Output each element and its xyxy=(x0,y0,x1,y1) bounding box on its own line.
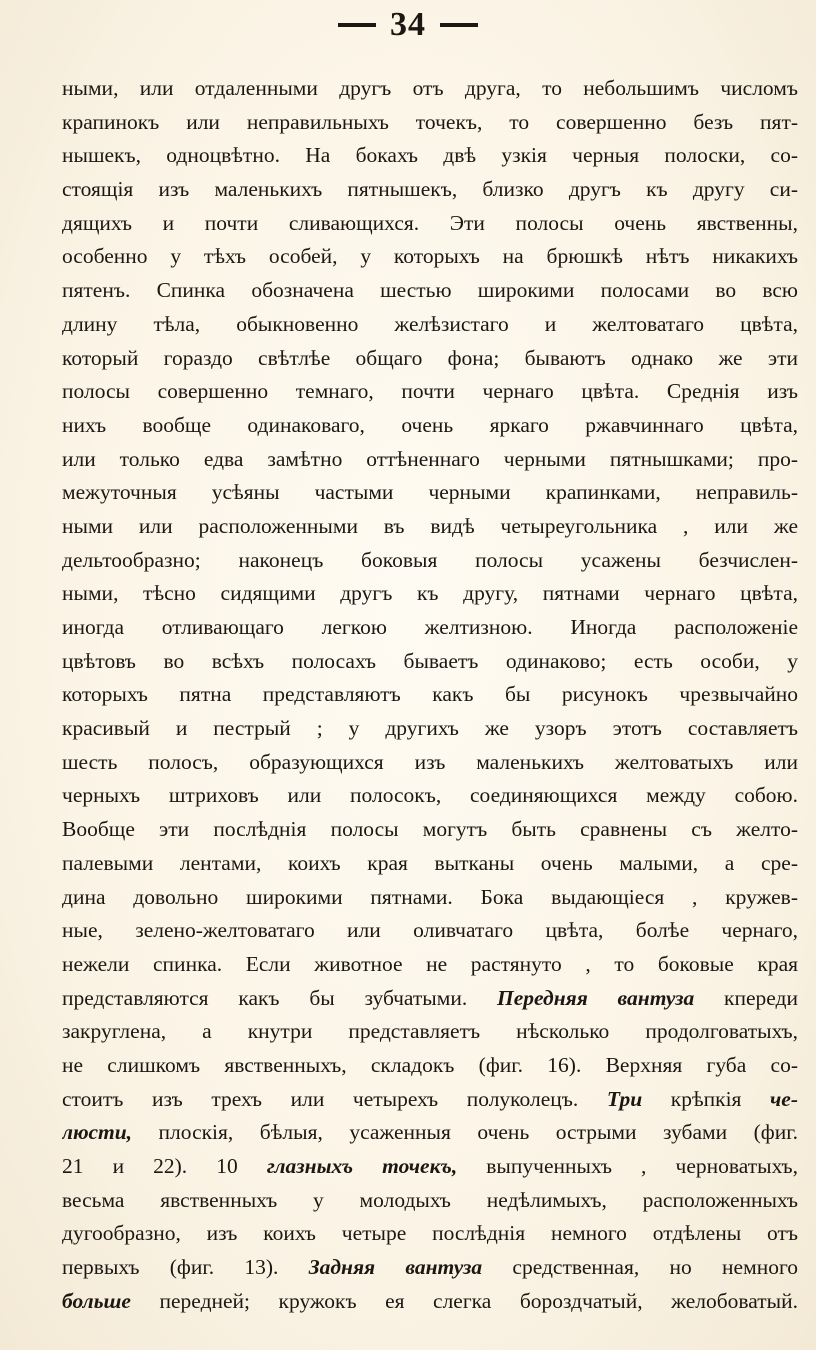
text-line xyxy=(62,375,798,409)
text-segment: крапинокъ или неправильныхъ точекъ, то совершенно безъ пят- xyxy=(62,109,798,134)
italic-term: Передняя вантуза xyxy=(497,985,695,1010)
text-line xyxy=(62,779,798,813)
text-line xyxy=(62,72,798,106)
text-line xyxy=(62,847,798,881)
text-line xyxy=(62,678,798,712)
text-segment: ными или расположенными въ видѣ четыреугольника , или же xyxy=(62,513,798,538)
text-segment: ные, зелено-желтоватаго или оливчатаго цвѣта, болѣе чернаго, xyxy=(62,918,798,943)
text-segment: который гораздо свѣтлѣе общаго фона; бываютъ однако же эти xyxy=(62,345,798,370)
text-segment: дельтообразно; наконецъ боковыя полосы усажены безчислен- xyxy=(62,547,798,572)
text-segment: средственная, но немного xyxy=(482,1255,798,1280)
text-line xyxy=(62,207,798,241)
text-segment: палевыми лентами, коихъ края вытканы очень малыми, а сре- xyxy=(62,850,798,875)
text-segment: плоскія, бѣлыя, усаженныя очень острыми зубами (фиг. xyxy=(132,1120,798,1145)
text-segment: ными, тѣсно сидящими другъ къ другу, пятнами чернаго цвѣта, xyxy=(62,581,798,606)
text-segment: дящихъ и почти сливающихся. Эти полосы очень явственны, xyxy=(62,210,798,235)
text-segment: нежели спинка. Если животное не растянуто , то боковые края xyxy=(62,951,798,976)
text-line xyxy=(62,948,798,982)
text-segment: Вообще эти послѣднія полосы могутъ быть сравнены съ желто- xyxy=(62,817,798,842)
text-line xyxy=(62,173,798,207)
italic-term: глазныхъ точекъ, xyxy=(266,1154,458,1178)
italic-term: больше xyxy=(62,1288,131,1313)
text-line xyxy=(62,577,798,611)
text-segment: межуточныя усѣяны частыми черными крапинками, неправиль- xyxy=(62,480,798,505)
text-line xyxy=(62,645,798,679)
page-number-header xyxy=(0,8,816,42)
text-segment: нышекъ, одноцвѣтно. На бокахъ двѣ узкія черныя полоски, со- xyxy=(62,143,798,168)
text-line xyxy=(62,409,798,443)
text-segment: весьма явственныхъ у молодыхъ недѣлимыхъ, расположенныхъ xyxy=(62,1187,798,1212)
text-segment: которыхъ пятна представляютъ какъ бы рисунокъ чрезвычайно xyxy=(62,682,798,707)
text-line xyxy=(62,476,798,510)
text-line xyxy=(62,1217,798,1251)
text-line xyxy=(62,712,798,746)
text-segment: стоитъ изъ трехъ или четырехъ полуколецъ. xyxy=(62,1086,607,1111)
text-segment: первыхъ (фиг. 13). xyxy=(62,1255,309,1280)
text-line xyxy=(62,139,798,173)
italic-term: че- xyxy=(770,1086,798,1111)
text-segment: особенно у тѣхъ особей, у которыхъ на брюшкѣ нѣтъ никакихъ xyxy=(62,244,798,269)
text-segment: шесть полосъ, образующихся изъ маленькихъ желтоватыхъ или xyxy=(62,749,798,774)
text-segment: крѣпкія xyxy=(642,1086,770,1111)
text-segment: выпученныхъ , черноватыхъ, xyxy=(457,1154,798,1178)
text-line xyxy=(62,881,798,915)
text-line xyxy=(62,308,798,342)
text-segment: ными, или отдаленными другъ отъ друга, то небольшимъ числомъ xyxy=(62,76,798,100)
text-segment: красивый и пестрый ; у другихъ же узоръ этотъ составляетъ xyxy=(62,716,798,741)
text-line xyxy=(62,1251,798,1285)
text-line xyxy=(62,510,798,544)
text-line xyxy=(62,274,798,308)
text-segment: кпереди xyxy=(694,985,798,1010)
page-number: 34 xyxy=(390,6,426,43)
text-line xyxy=(62,1049,798,1083)
text-line xyxy=(62,1184,798,1218)
text-segment: 21 и 22). 10 xyxy=(62,1154,267,1178)
text-line xyxy=(62,611,798,645)
text-segment: нихъ вообще одинаковаго, очень яркаго ржавчиннаго цвѣта, xyxy=(62,412,798,437)
text-segment: не слишкомъ явственныхъ, складокъ (фиг. 16). Верхняя губа со- xyxy=(62,1052,798,1077)
text-line xyxy=(62,106,798,140)
text-line xyxy=(62,240,798,274)
body-text xyxy=(62,72,798,1318)
text-line xyxy=(62,443,798,477)
text-line xyxy=(62,544,798,578)
left-dash xyxy=(338,23,376,27)
text-segment: дина довольно широкими пятнами. Бока выдающіеся , кружев- xyxy=(62,884,798,909)
text-segment: пятенъ. Спинка обозначена шестью широкими полосами во всю xyxy=(62,278,798,303)
text-segment: черныхъ штриховъ или полосокъ, соединяющихся между собою. xyxy=(62,783,798,808)
italic-term: Задняя вантуза xyxy=(308,1255,483,1280)
text-line xyxy=(62,746,798,780)
text-line xyxy=(62,914,798,948)
text-segment: или только едва замѣтно оттѣненнаго черными пятнышками; про- xyxy=(62,446,798,471)
italic-term: Три xyxy=(606,1086,643,1111)
text-line xyxy=(62,342,798,376)
text-line xyxy=(62,1285,798,1319)
text-line xyxy=(62,1015,798,1049)
text-segment: дугообразно, изъ коихъ четыре послѣднія немного отдѣлены отъ xyxy=(62,1221,798,1246)
italic-term: люсти, xyxy=(62,1120,133,1145)
text-segment: стоящія изъ маленькихъ пятнышекъ, близко другъ къ другу си- xyxy=(62,177,798,202)
text-segment: полосы совершенно темнаго, почти чернаго цвѣта. Среднія изъ xyxy=(62,379,798,404)
text-line xyxy=(62,982,798,1016)
text-segment: закруглена, а кнутри представляетъ нѣсколько продолговатыхъ, xyxy=(62,1019,798,1044)
text-segment: передней; кружокъ ея слегка бороздчатый, желобоватый. xyxy=(130,1288,798,1313)
text-line xyxy=(62,1083,798,1117)
text-segment: цвѣтовъ во всѣхъ полосахъ бываетъ одинаково; есть особи, у xyxy=(62,648,798,673)
text-segment: длину тѣла, обыкновенно желѣзистаго и желтоватаго цвѣта, xyxy=(62,311,798,336)
text-line xyxy=(62,813,798,847)
text-segment: иногда отливающаго легкою желтизною. Иногда расположеніе xyxy=(62,615,798,639)
text-line xyxy=(62,1150,798,1184)
right-dash xyxy=(440,23,478,27)
text-line xyxy=(62,1116,798,1150)
text-segment: представляются какъ бы зубчатыми. xyxy=(62,985,497,1010)
